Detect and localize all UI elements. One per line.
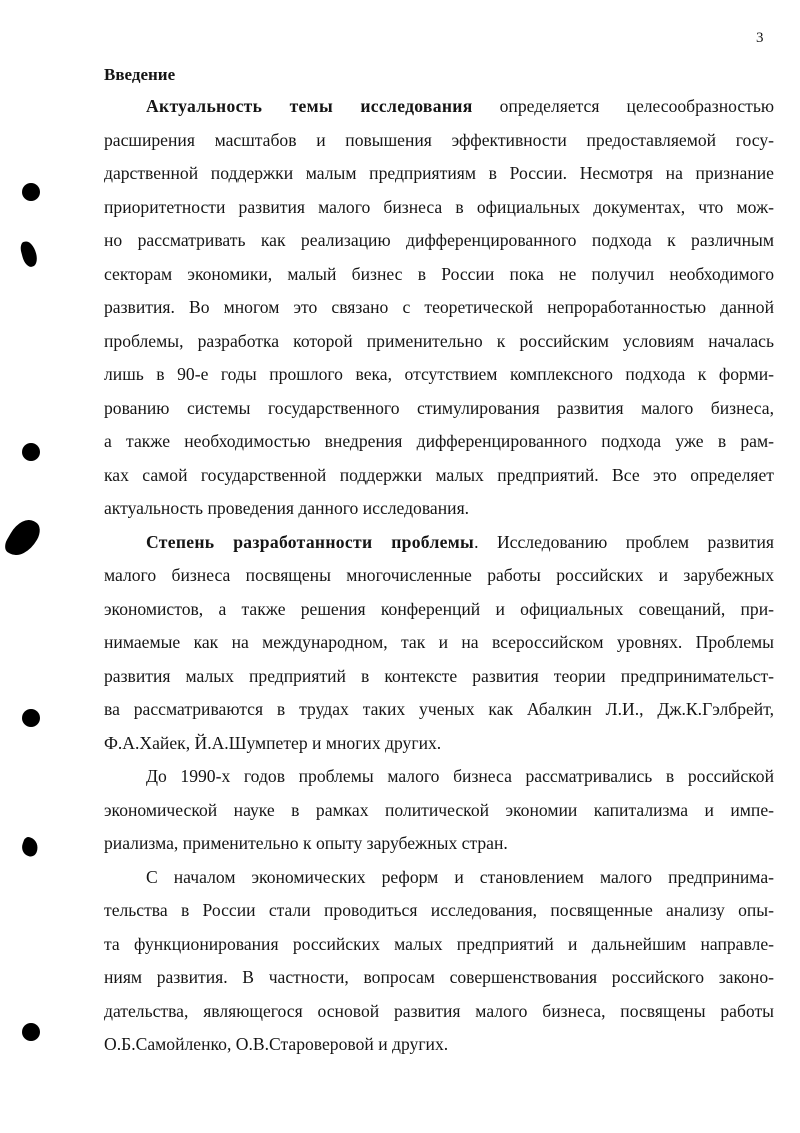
paragraph-line: развития малых предприятий в контексте развития теории предпринимательст- — [104, 665, 774, 686]
paragraph-line: дательства, являющегося основой развития малого бизнеса, посвящены работы — [104, 1000, 774, 1021]
binder-hole-3 — [22, 709, 40, 727]
paragraph-reforms — [104, 861, 774, 1062]
paragraph-line: ках самой государственной поддержки малых предприятий. Все это определяет — [104, 464, 774, 485]
paragraph-line: ва рассматриваются в трудах таких ученых как Абалкин Л.И., Дж.К.Гэлбрейт, — [104, 699, 774, 719]
paragraph-line: но рассматривать как реализацию дифференцированного подхода к различным — [104, 230, 774, 250]
paragraph-line: лишь в 90-е годы прошлого века, отсутствием комплексного подхода к форми- — [104, 364, 774, 384]
paragraph-line: Актуальность темы исследования определяется целесообразностью — [146, 96, 775, 116]
paragraph-line: О.Б.Самойленко, О.В.Староверовой и других. — [104, 1034, 449, 1054]
binder-hole-1 — [22, 183, 40, 201]
paragraph-line: проблемы, разработка которой применительно к российским условиям началась — [104, 330, 774, 351]
paragraph-line: расширения масштабов и повышения эффективности предоставляемой госу- — [104, 129, 774, 150]
binder-hole-2 — [22, 443, 40, 461]
binder-hole-4 — [22, 1023, 40, 1041]
paragraph-relevance — [104, 90, 774, 526]
paragraph-line: С началом экономических реформ и становлением малого предпринима- — [146, 866, 774, 887]
ink-blot-3 — [19, 836, 40, 858]
paragraph-line: секторам экономики, малый бизнес в России пока не получил необходимого — [104, 263, 774, 284]
page-number: 3 — [756, 30, 764, 46]
paragraph-line: экономистов, а также решения конференций и официальных совещаний, при- — [104, 598, 774, 619]
paragraph-line: актуальность проведения данного исследования. — [104, 498, 470, 518]
paragraph-line: риализма, применительно к опыту зарубежных стран. — [104, 833, 508, 853]
paragraph-line: Ф.А.Хайек, Й.А.Шумпетер и многих других. — [104, 732, 442, 753]
paragraph-line: нимаемые как на международном, так и на всероссийском уровнях. Проблемы — [104, 632, 774, 652]
ink-blot-1 — [19, 240, 39, 269]
paragraph-lead: Актуальность темы исследования — [146, 96, 473, 116]
document-body — [104, 60, 774, 1062]
paragraph-line: малого бизнеса посвящены многочисленные работы российских и зарубежных — [104, 565, 774, 585]
ink-blot-2 — [2, 514, 45, 562]
paragraph-line: рованию системы государственного стимулирования развития малого бизнеса, — [104, 397, 774, 418]
paragraph-line: развития. Во многом это связано с теоретической непроработанностью данной — [104, 297, 774, 317]
paragraph-line: приоритетности развития малого бизнеса в официальных документах, что мож- — [104, 196, 774, 217]
paragraph-research-degree — [104, 526, 774, 761]
paragraph-line: До 1990-х годов проблемы малого бизнеса рассматривались в российской — [146, 766, 774, 786]
paragraph-line: та функционирования российских малых предприятий и дальнейшим направле- — [104, 933, 774, 954]
section-heading: Введение — [104, 65, 176, 84]
paragraph-line: Степень разработанности проблемы. Исследованию проблем развития — [146, 531, 774, 552]
paragraph-line: дарственной поддержки малым предприятиям в России. Несмотря на признание — [104, 163, 774, 183]
paragraph-pre-1990 — [104, 760, 774, 861]
paragraph-line: а также необходимостью внедрения дифференцированного подхода уже в рам- — [104, 431, 774, 451]
paragraph-line: тельства в России стали проводиться исследования, посвященные анализу опы- — [104, 900, 774, 920]
paragraph-lead: Степень разработанности проблемы — [146, 531, 475, 552]
paragraph-line: экономической науке в рамках политической экономии капитализма и импе- — [104, 799, 774, 820]
paragraph-line: ниям развития. В частности, вопросам совершенствования российского законо- — [104, 967, 774, 987]
